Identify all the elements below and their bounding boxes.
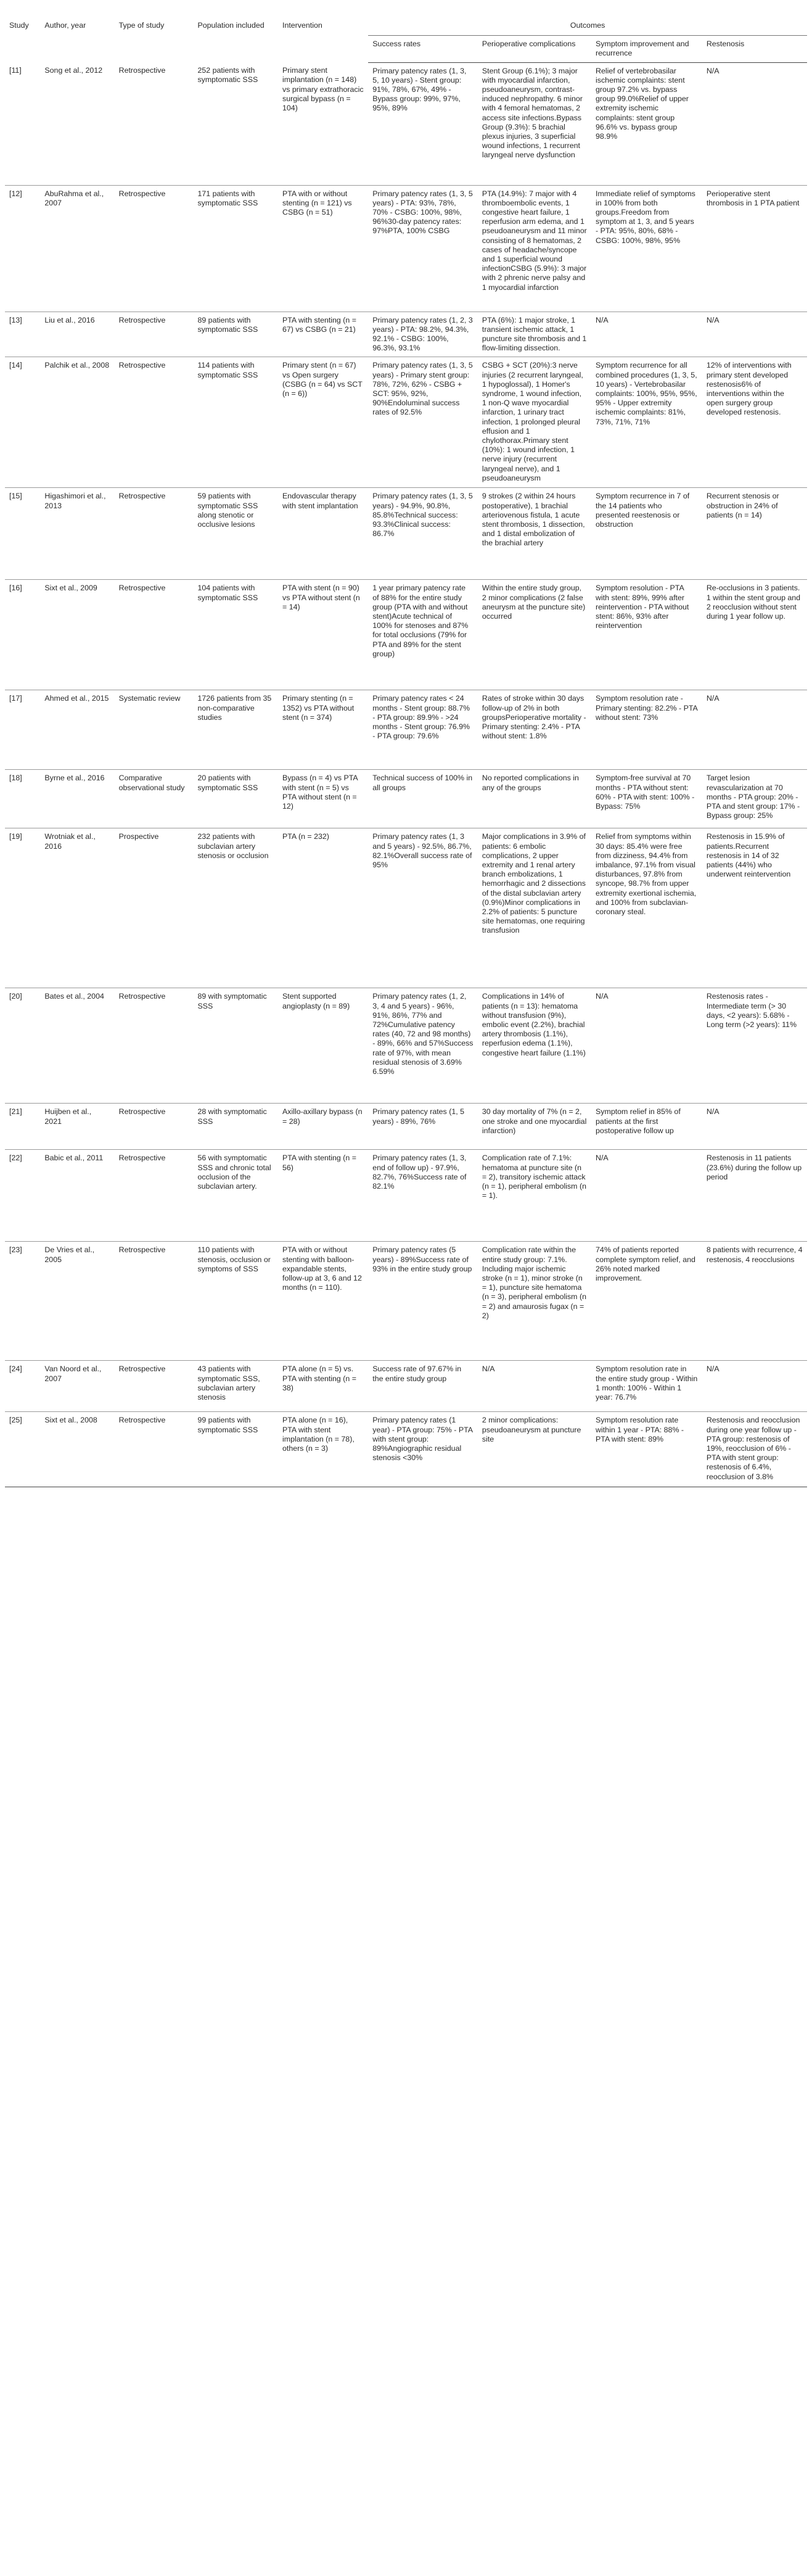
cell-symptom: Symptom resolution rate in the entire study group - Within 1 month: 100% - Within 1 year: 76.7% bbox=[591, 1361, 702, 1412]
cell-author: AbuRahma et al., 2007 bbox=[40, 185, 114, 312]
cell-symptom: Symptom-free survival at 70 months - PTA without stent: 60% - PTA with stent: 100% - Bypass: 75% bbox=[591, 770, 702, 828]
cell-study: [22] bbox=[5, 1150, 40, 1242]
header-success: Success rates bbox=[368, 36, 478, 62]
table-row bbox=[5, 62, 807, 185]
cell-symptom: N/A bbox=[591, 1150, 702, 1242]
cell-complications: Complication rate of 7.1%: hematoma at puncture site (n = 2), transitory ischemic attack (n = 1), peripheral embolism (n = 1). bbox=[478, 1150, 591, 1242]
table-row bbox=[5, 1361, 807, 1412]
cell-intervention: PTA alone (n = 16), PTA with stent implantation (n = 78), others (n = 3) bbox=[278, 1412, 368, 1487]
header-restenosis: Restenosis bbox=[702, 36, 807, 62]
cell-intervention: Primary stent (n = 67) vs Open surgery (CSBG (n = 64) vs SCT (n = 6)) bbox=[278, 357, 368, 488]
cell-population: 104 patients with symptomatic SSS bbox=[193, 580, 278, 690]
cell-success: Primary patency rates (1, 2, 3, 4 and 5 years) - 96%, 91%, 86%, 77% and 72%Cumulative patency rates (40, 72 and 98 months) - 89%, 66% and 57%Success rate of 97%, with mean residual stenosis of 3.69% 6.59% bbox=[368, 988, 478, 1104]
cell-complications: Complication rate within the entire study group: 7.1%. Including major ischemic stroke (n = 1), minor stroke (n = 1), puncture site hematoma (n = 3), peripheral embolism (n = 2) and amaurosis fugax (n = 2) bbox=[478, 1242, 591, 1361]
cell-author: Huijben et al., 2021 bbox=[40, 1104, 114, 1150]
cell-author: Ahmed et al., 2015 bbox=[40, 690, 114, 770]
cell-intervention: Endovascular therapy with stent implantation bbox=[278, 488, 368, 580]
cell-symptom: Symptom relief in 85% of patients at the first postoperative follow up bbox=[591, 1104, 702, 1150]
cell-population: 110 patients with stenosis, occlusion or symptoms of SSS bbox=[193, 1242, 278, 1361]
cell-type: Retrospective bbox=[115, 988, 194, 1104]
cell-complications: 2 minor complications: pseudoaneurysm at puncture site bbox=[478, 1412, 591, 1487]
cell-type: Retrospective bbox=[115, 185, 194, 312]
table-row bbox=[5, 580, 807, 690]
cell-population: 89 patients with symptomatic SSS bbox=[193, 312, 278, 357]
header-author: Author, year bbox=[44, 21, 86, 30]
cell-intervention: Primary stenting (n = 1352) vs PTA without stent (n = 374) bbox=[278, 690, 368, 770]
cell-restenosis: N/A bbox=[702, 312, 807, 357]
cell-author: Palchik et al., 2008 bbox=[40, 357, 114, 488]
cell-type: Retrospective bbox=[115, 1412, 194, 1487]
header-population: Population included bbox=[197, 21, 265, 30]
cell-study: [24] bbox=[5, 1361, 40, 1412]
cell-restenosis: Recurrent stenosis or obstruction in 24% of patients (n = 14) bbox=[702, 488, 807, 580]
cell-author: De Vries et al., 2005 bbox=[40, 1242, 114, 1361]
cell-restenosis: Perioperative stent thrombosis in 1 PTA patient bbox=[702, 185, 807, 312]
cell-complications: Within the entire study group, 2 minor complications (2 false aneurysm at the puncture site) occurred bbox=[478, 580, 591, 690]
cell-complications: 9 strokes (2 within 24 hours postoperative), 1 brachial arteriovenous fistula, 1 acute stent thrombosis, 1 dissection, and 1 distal embolization of the brachial artery bbox=[478, 488, 591, 580]
cell-complications: Rates of stroke within 30 days follow-up of 2% in both groupsPerioperative mortality - Primary stenting: 2.4% - PTA without stent: 1.8% bbox=[478, 690, 591, 770]
cell-population: 114 patients with symptomatic SSS bbox=[193, 357, 278, 488]
cell-population: 232 patients with subclavian artery stenosis or occlusion bbox=[193, 828, 278, 988]
cell-type: Prospective bbox=[115, 828, 194, 988]
cell-study: [15] bbox=[5, 488, 40, 580]
cell-study: [14] bbox=[5, 357, 40, 488]
cell-success: Primary patency rates (1, 3, end of follow up) - 97.9%, 82.7%, 76%Success rate of 82.1% bbox=[368, 1150, 478, 1242]
cell-type: Retrospective bbox=[115, 357, 194, 488]
table-row bbox=[5, 988, 807, 1104]
cell-success: Primary patency rates (1 year) - PTA group: 75% - PTA with stent group: 89%Angiographic residual stenosis <30% bbox=[368, 1412, 478, 1487]
table-row bbox=[5, 312, 807, 357]
cell-restenosis: N/A bbox=[702, 690, 807, 770]
cell-restenosis: Restenosis in 11 patients (23.6%) during the follow up period bbox=[702, 1150, 807, 1242]
cell-success: Technical success of 100% in all groups bbox=[368, 770, 478, 828]
header-complications: Perioperative complications bbox=[478, 36, 591, 62]
cell-success: Primary patency rates (1, 3 and 5 years) - 92.5%, 86.7%, 82.1%Overall success rate of 95% bbox=[368, 828, 478, 988]
cell-complications: PTA (6%): 1 major stroke, 1 transient ischemic attack, 1 puncture site thrombosis and 1 flow-limiting dissection. bbox=[478, 312, 591, 357]
cell-population: 56 with symptomatic SSS and chronic total occlusion of the subclavian artery. bbox=[193, 1150, 278, 1242]
header-study: Study bbox=[9, 21, 29, 30]
cell-study: [17] bbox=[5, 690, 40, 770]
cell-study: [16] bbox=[5, 580, 40, 690]
cell-complications: Complications in 14% of patients (n = 13): hematoma without transfusion (9%), embolic event (2.2%), brachial artery thrombosis (1.1%), reperfusion edema (1.1%), congestive heart failure (1.1%) bbox=[478, 988, 591, 1104]
cell-restenosis: Restenosis rates - Intermediate term (> 30 days, <2 years): 5.68% - Long term (>2 years): 11% bbox=[702, 988, 807, 1104]
cell-author: Wrotniak et al., 2016 bbox=[40, 828, 114, 988]
cell-population: 99 patients with symptomatic SSS bbox=[193, 1412, 278, 1487]
cell-restenosis: N/A bbox=[702, 1361, 807, 1412]
cell-restenosis: N/A bbox=[702, 1104, 807, 1150]
cell-complications: N/A bbox=[478, 1361, 591, 1412]
cell-restenosis: 8 patients with recurrence, 4 restenosis, 4 reocclusions bbox=[702, 1242, 807, 1361]
cell-success: Primary patency rates (1, 5 years) - 89%, 76% bbox=[368, 1104, 478, 1150]
cell-restenosis: Restenosis in 15.9% of patients.Recurrent restenosis in 14 of 32 patients (44%) who underwent reintervention bbox=[702, 828, 807, 988]
cell-type: Retrospective bbox=[115, 62, 194, 185]
table-row bbox=[5, 690, 807, 770]
table-row bbox=[5, 1242, 807, 1361]
table-row bbox=[5, 357, 807, 488]
cell-intervention: PTA alone (n = 5) vs. PTA with stenting (n = 38) bbox=[278, 1361, 368, 1412]
cell-population: 28 with symptomatic SSS bbox=[193, 1104, 278, 1150]
cell-symptom: N/A bbox=[591, 988, 702, 1104]
cell-population: 20 patients with symptomatic SSS bbox=[193, 770, 278, 828]
cell-complications: Stent Group (6.1%); 3 major with myocardial infarction, pseudoaneurysm, contrast-induced nephropathy. 6 minor with 4 femoral hematomas, 2 access site infections.Bypass Group (9.3%): 5 brachial plexus injuries, 3 superficial wound infections, 1 recurrent laryngeal nerve dysfunction bbox=[478, 62, 591, 185]
cell-intervention: PTA with or without stenting with balloon-expandable stents, follow-up at 3, 6 and 12 months (n = 110). bbox=[278, 1242, 368, 1361]
cell-symptom: 74% of patients reported complete symptom relief, and 26% noted marked improvement. bbox=[591, 1242, 702, 1361]
cell-symptom: Relief of vertebrobasilar ischemic complaints: stent group 97.2% vs. bypass group 99.0%Relief of upper extremity ischemic complaints: stent group 96.6% vs. bypass group 98.9% bbox=[591, 62, 702, 185]
cell-success: 1 year primary patency rate of 88% for the entire study group (PTA with and without stent)Acute technical of 100% for stenoses and 87% for total occlusions (79% for PTA and 89% for the stent group) bbox=[368, 580, 478, 690]
header-outcomes: Outcomes bbox=[368, 21, 807, 36]
cell-population: 1726 patients from 35 non-comparative studies bbox=[193, 690, 278, 770]
cell-type: Retrospective bbox=[115, 580, 194, 690]
cell-restenosis: Target lesion revascularization at 70 months - PTA group: 20% - PTA and stent group: 17% - Bypass group: 25% bbox=[702, 770, 807, 828]
cell-symptom: Symptom recurrence for all combined procedures (1, 3, 5, 10 years) - Vertebrobasilar complaints: 100%, 95%, 95%, 95% - Upper extremity ischemic complaints: 81%, 73%, 71%, 71% bbox=[591, 357, 702, 488]
cell-symptom: Symptom resolution - PTA with stent: 89%, 99% after reintervention - PTA without stent: 86%, 93% after reintervention bbox=[591, 580, 702, 690]
cell-author: Sixt et al., 2008 bbox=[40, 1412, 114, 1487]
cell-intervention: Primary stent implantation (n = 148) vs primary extrathoracic surgical bypass (n = 104) bbox=[278, 62, 368, 185]
cell-study: [13] bbox=[5, 312, 40, 357]
cell-symptom: N/A bbox=[591, 312, 702, 357]
cell-type: Retrospective bbox=[115, 1361, 194, 1412]
cell-type: Retrospective bbox=[115, 1104, 194, 1150]
cell-restenosis: Restenosis and reocclusion during one year follow up - PTA group: restenosis of 19%, reocclusion of 6% - PTA with stent group: restenosis of 6.4%, reocclusion of 3.8% bbox=[702, 1412, 807, 1487]
cell-population: 171 patients with symptomatic SSS bbox=[193, 185, 278, 312]
cell-symptom: Immediate relief of symptoms in 100% from both groups.Freedom from symptom at 1, 3, and 5 years - PTA: 95%, 80%, 68% - CSBG: 100%, 98%, 95% bbox=[591, 185, 702, 312]
header-symptom: Symptom improvement and recurrence bbox=[591, 36, 702, 62]
cell-study: [25] bbox=[5, 1412, 40, 1487]
cell-restenosis: Re-occlusions in 3 patients. 1 within the stent group and 2 reocclusion without stent during 1 year follow up. bbox=[702, 580, 807, 690]
table-row bbox=[5, 1104, 807, 1150]
cell-intervention: Axillo-axillary bypass (n = 28) bbox=[278, 1104, 368, 1150]
cell-symptom: Relief from symptoms within 30 days: 85.4% were free from dizziness, 94.4% from imbalance, 97.1% from visual disturbances, 97.8% from syncope, 98.7% from upper extremity exertional ischemia, and 100% from subclavian-coronary steal. bbox=[591, 828, 702, 988]
cell-intervention: Bypass (n = 4) vs PTA with stent (n = 5) vs PTA without stent (n = 12) bbox=[278, 770, 368, 828]
cell-intervention: Stent supported angioplasty (n = 89) bbox=[278, 988, 368, 1104]
cell-type: Retrospective bbox=[115, 312, 194, 357]
cell-intervention: PTA with or without stenting (n = 121) vs CSBG (n = 51) bbox=[278, 185, 368, 312]
cell-author: Liu et al., 2016 bbox=[40, 312, 114, 357]
cell-author: Song et al., 2012 bbox=[40, 62, 114, 185]
cell-symptom: Symptom resolution rate within 1 year - PTA: 88% - PTA with stent: 89% bbox=[591, 1412, 702, 1487]
cell-type: Comparative observational study bbox=[115, 770, 194, 828]
cell-population: 43 patients with symptomatic SSS, subclavian artery stenosis bbox=[193, 1361, 278, 1412]
cell-success: Primary patency rates < 24 months - Stent group: 88.7% - PTA group: 89.9% - >24 months - Stent group: 76.9% - PTA group: 79.6% bbox=[368, 690, 478, 770]
cell-complications: PTA (14.9%): 7 major with 4 thromboembolic events, 1 congestive heart failure, 1 reperfusion arm edema, and 1 pseudoaneurysm and 11 minor consisting of 8 hematomas, 2 cases of headache/syncope and 1 superficial wound infectionCSBG (5.9%): 3 major with 2 phrenic nerve palsy and 1 myocardial infarction bbox=[478, 185, 591, 312]
cell-complications: 30 day mortality of 7% (n = 2, one stroke and one myocardial infarction) bbox=[478, 1104, 591, 1150]
cell-intervention: PTA with stenting (n = 56) bbox=[278, 1150, 368, 1242]
cell-study: [20] bbox=[5, 988, 40, 1104]
cell-restenosis: 12% of interventions with primary stent developed restenosis6% of interventions within the open surgery group developed restenosis. bbox=[702, 357, 807, 488]
cell-author: Babic et al., 2011 bbox=[40, 1150, 114, 1242]
cell-study: [11] bbox=[5, 62, 40, 185]
cell-restenosis: N/A bbox=[702, 62, 807, 185]
table-row bbox=[5, 488, 807, 580]
cell-population: 59 patients with symptomatic SSS along stenotic or occlusive lesions bbox=[193, 488, 278, 580]
cell-symptom: Symptom resolution rate - Primary stenting: 82.2% - PTA without stent: 73% bbox=[591, 690, 702, 770]
cell-success: Success rate of 97.67% in the entire study group bbox=[368, 1361, 478, 1412]
cell-intervention: PTA with stent (n = 90) vs PTA without stent (n = 14) bbox=[278, 580, 368, 690]
cell-success: Primary patency rates (1, 3, 5 years) - PTA: 93%, 78%, 70% - CSBG: 100%, 98%, 96%30-day patency rates: 97%PTA, 100% CSBG bbox=[368, 185, 478, 312]
cell-success: Primary patency rates (1, 3, 5, 10 years) - Stent group: 91%, 78%, 67%, 49% - Bypass group: 99%, 97%, 95%, 89% bbox=[368, 62, 478, 185]
cell-author: Sixt et al., 2009 bbox=[40, 580, 114, 690]
cell-study: [23] bbox=[5, 1242, 40, 1361]
outcomes-table bbox=[5, 21, 807, 1487]
cell-success: Primary patency rates (1, 3, 5 years) - 94.9%, 90.8%, 85.8%Technical success: 93.3%Clinical success: 86.7% bbox=[368, 488, 478, 580]
cell-type: Retrospective bbox=[115, 488, 194, 580]
cell-complications: Major complications in 3.9% of patients: 6 embolic complications, 2 upper extremity and 1 renal artery branch embolizations, 1 hemorrhagic and 2 dissections of the distal subclavian artery (0.9%)Minor complications in 2.2% of patients: 5 puncture site hematomas, one requiring transfusion bbox=[478, 828, 591, 988]
cell-intervention: PTA (n = 232) bbox=[278, 828, 368, 988]
cell-complications: CSBG + SCT (20%):3 nerve injuries (2 recurrent laryngeal, 1 hypoglossal), 1 Homer's syndrome, 1 wound infection, 1 non-Q wave myocardial infarction, 1 urinary tract infection, 1 prolonged pleural effusion and 1 chylothorax.Primary stent (10%): 1 wound infection, 1 nerve injury (recurrent laryngeal nerve), and 1 pseudoaneurysm bbox=[478, 357, 591, 488]
header-intervention: Intervention bbox=[282, 21, 322, 30]
cell-author: Higashimori et al., 2013 bbox=[40, 488, 114, 580]
cell-type: Retrospective bbox=[115, 1150, 194, 1242]
cell-intervention: PTA with stenting (n = 67) vs CSBG (n = 21) bbox=[278, 312, 368, 357]
cell-author: Bates et al., 2004 bbox=[40, 988, 114, 1104]
table-row bbox=[5, 185, 807, 312]
table-row bbox=[5, 770, 807, 828]
table-row bbox=[5, 1412, 807, 1487]
cell-success: Primary patency rates (1, 2, 3 years) - PTA: 98.2%, 94.3%, 92.1% - CSBG: 100%, 96.3%, 93.1% bbox=[368, 312, 478, 357]
cell-study: [18] bbox=[5, 770, 40, 828]
table-row bbox=[5, 828, 807, 988]
cell-study: [12] bbox=[5, 185, 40, 312]
cell-population: 89 with symptomatic SSS bbox=[193, 988, 278, 1104]
cell-complications: No reported complications in any of the groups bbox=[478, 770, 591, 828]
cell-symptom: Symptom recurrence in 7 of the 14 patients who presented reestenosis or obstruction bbox=[591, 488, 702, 580]
cell-population: 252 patients with symptomatic SSS bbox=[193, 62, 278, 185]
cell-success: Primary patency rates (5 years) - 89%Success rate of 93% in the entire study group bbox=[368, 1242, 478, 1361]
cell-author: Van Noord et al., 2007 bbox=[40, 1361, 114, 1412]
header-row-1 bbox=[5, 21, 807, 36]
cell-study: [21] bbox=[5, 1104, 40, 1150]
cell-type: Retrospective bbox=[115, 1242, 194, 1361]
table-body bbox=[5, 62, 807, 1487]
header-type: Type of study bbox=[118, 21, 165, 30]
cell-success: Primary patency rates (1, 3, 5 years) - Primary stent group: 78%, 72%, 62% - CSBG + SCT: 95%, 92%, 90%Endoluminal success rates of 92.5% bbox=[368, 357, 478, 488]
cell-type: Systematic review bbox=[115, 690, 194, 770]
cell-study: [19] bbox=[5, 828, 40, 988]
table-row bbox=[5, 1150, 807, 1242]
cell-author: Byrne et al., 2016 bbox=[40, 770, 114, 828]
